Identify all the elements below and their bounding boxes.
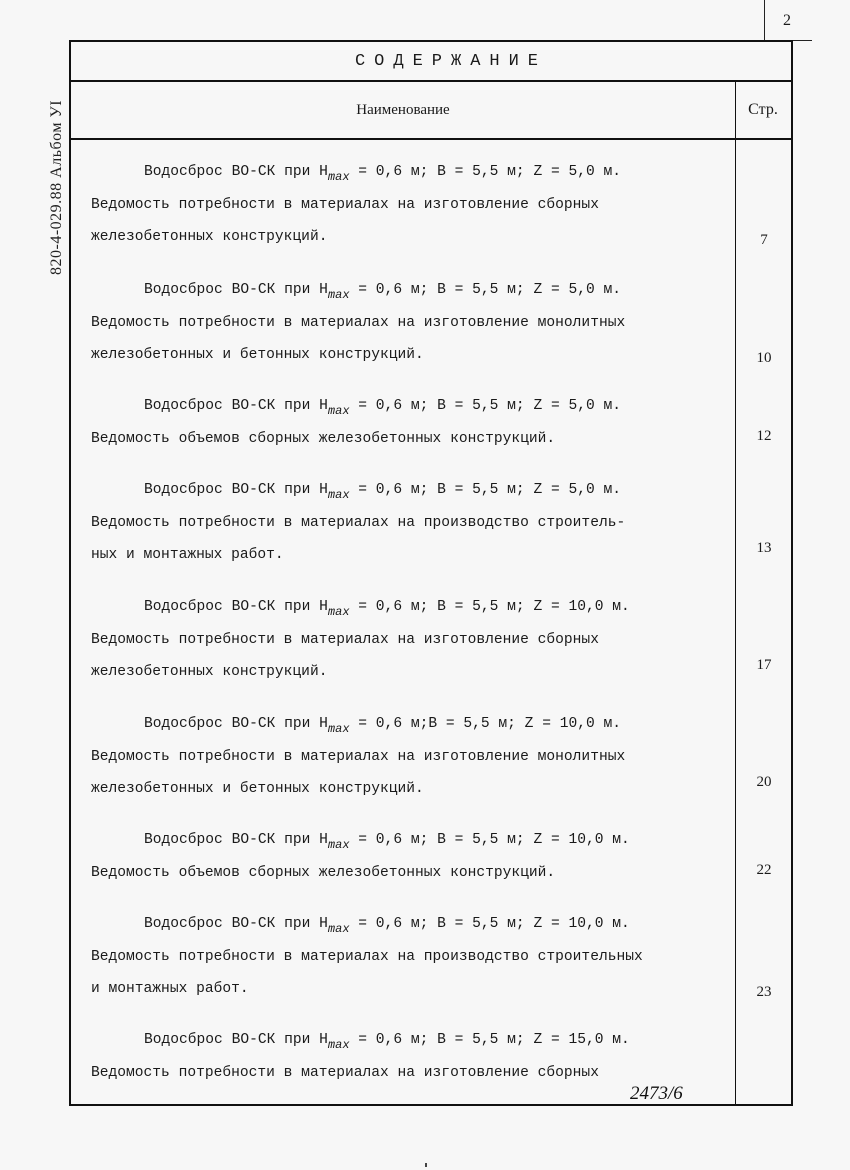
entry-heading: Водосброс ВО-СК при $H_{max} = 0,6$ м; В = 5,5 м; Z = 5,0 м. [144,482,622,502]
entry-page-number: 22 [756,862,772,878]
scan-mark [425,1163,427,1167]
entry-description: Ведомость потребности в материалах на производство строительных [91,948,643,965]
entry-description: Ведомость потребности в материалах на изготовление монолитных [91,314,626,331]
entry-heading: Водосброс ВО-СК при $H_{max} = 0,6$ м;В = 5,5 м; Z = 10,0 м. [144,716,622,736]
entry-page-number: 17 [756,657,772,673]
entry-description-cont: железобетонных и бетонных конструкций. [91,781,424,797]
entry-description: Ведомость потребности в материалах на изготовление сборных [91,196,599,213]
entry-text [91,1024,741,1089]
entry-description: Ведомость потребности в материалах на изготовление монолитных [91,748,626,765]
entry-text [91,824,741,889]
entry-text [91,156,741,254]
entry-description: Ведомость потребности в материалах на изготовление сборных [91,1064,599,1081]
column-header-name: Наименование [356,102,450,118]
entry-description: Ведомость объемов сборных железобетонных конструкций. [91,864,556,881]
entry-description: Ведомость потребности в материалах на изготовление сборных [91,631,599,648]
entry-heading: Водосброс ВО-СК при $H_{max} = 0,6$ м; В = 5,5 м; Z = 15,0 м. [144,1032,630,1052]
entry-heading: Водосброс ВО-СК при $H_{max} = 0,6$ м; В = 5,5 м; Z = 10,0 м. [144,599,630,619]
entry-description-cont: железобетонных конструкций. [91,229,328,245]
entry-description: Ведомость объемов сборных железобетонных конструкций. [91,430,556,447]
entry-heading: Водосброс ВО-СК при $H_{max} = 0,6$ м; В = 5,5 м; Z = 5,0 м. [144,282,622,302]
entry-description-cont: и монтажных работ. [91,981,249,997]
table-header [71,82,791,140]
entry-page-number: 20 [756,774,772,790]
column-header-page: Стр. [748,101,778,118]
entry-page-number: 7 [760,232,768,248]
entry-heading: Водосброс ВО-СК при $H_{max} = 0,6$ м; В = 5,5 м; Z = 5,0 м. [144,164,622,184]
entry-text [91,591,741,689]
entry-text [91,474,741,572]
entry-description-cont: железобетонных и бетонных конструкций. [91,347,424,363]
entry-heading: Водосброс ВО-СК при $H_{max} = 0,6$ м; В = 5,5 м; Z = 10,0 м. [144,916,630,936]
page-title: СОДЕРЖАНИЕ [71,42,791,82]
entry-page-number: 23 [756,984,772,1000]
handwritten-note: 2473/6 [630,1083,683,1104]
entry-text [91,908,741,1006]
entry-heading: Водосброс ВО-СК при $H_{max} = 0,6$ м; В = 5,5 м; Z = 5,0 м. [144,398,622,418]
entry-text [91,708,741,806]
entry-text [91,390,741,455]
entry-description-cont: железобетонных конструкций. [91,664,328,680]
entry-description-cont: ных и монтажных работ. [91,547,284,563]
album-stamp: 820-4-029.88 Альбом УI [48,99,65,275]
entry-description: Ведомость потребности в материалах на производство строитель- [91,514,626,531]
entry-page-number: 12 [756,428,772,444]
sheet-page-number: 2 [783,12,791,29]
entry-page-number: 10 [756,350,772,366]
entry-text [91,274,741,372]
contents-table [69,40,793,1106]
entry-page-number: 13 [756,540,772,556]
entry-heading: Водосброс ВО-СК при $H_{max} = 0,6$ м; В = 5,5 м; Z = 10,0 м. [144,832,630,852]
